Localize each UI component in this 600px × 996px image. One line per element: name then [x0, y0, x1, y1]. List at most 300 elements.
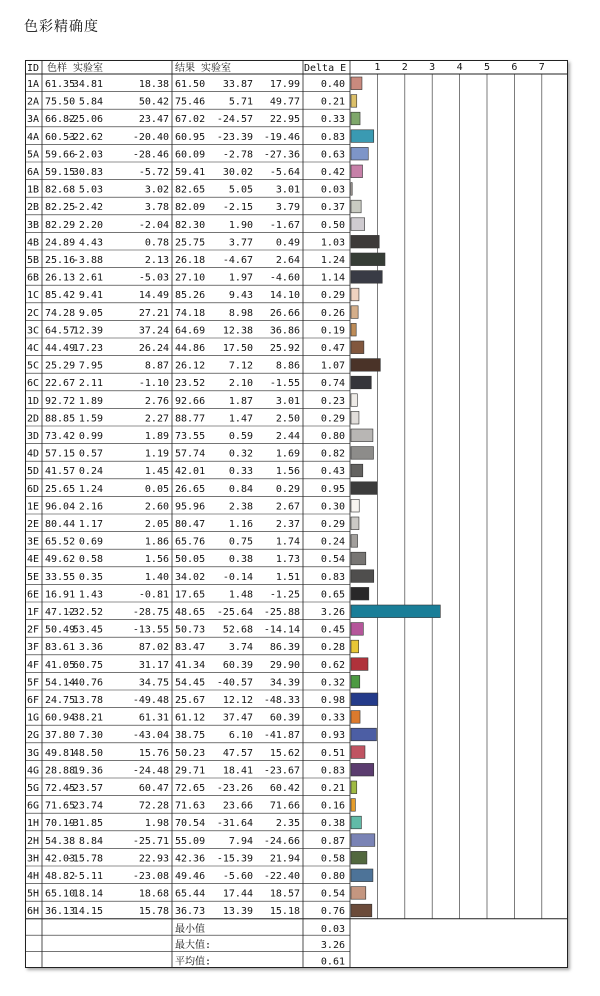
delta-value: 1.24	[320, 255, 345, 266]
result-l: 59.41	[175, 167, 206, 178]
result-l: 38.75	[175, 730, 206, 742]
result-b: -1.55	[269, 378, 300, 390]
row-id: 4F	[27, 659, 40, 671]
result-a: 12.12	[222, 695, 253, 706]
sample-l: 25.29	[45, 360, 76, 372]
result-a: 33.87	[222, 79, 253, 90]
sample-a: 9.41	[78, 290, 103, 302]
result-l: 95.96	[175, 501, 206, 513]
result-b: 36.86	[269, 325, 300, 337]
delta-e-bar	[351, 359, 380, 372]
result-a: -40.57	[216, 677, 253, 689]
result-a: 60.39	[222, 659, 253, 671]
result-a: 18.41	[222, 765, 253, 777]
row-id: 3E	[27, 536, 40, 548]
row-id: 2H	[27, 835, 40, 847]
delta-e-bar	[351, 552, 366, 565]
result-a: 0.59	[228, 431, 253, 442]
sample-a: 0.69	[78, 536, 103, 548]
header-sample: 色样 实验室	[47, 63, 104, 74]
sample-a: 1.59	[78, 413, 103, 425]
delta-value: 0.33	[320, 712, 345, 724]
sample-l: 42.03	[45, 853, 76, 865]
sample-b: 87.02	[138, 642, 169, 654]
sample-b: 2.60	[144, 501, 169, 513]
sample-a: 0.57	[78, 448, 103, 460]
delta-value: 0.62	[320, 659, 345, 671]
row-id: 5C	[27, 360, 40, 372]
result-l: 82.09	[175, 202, 206, 214]
sample-b: 1.86	[144, 536, 169, 548]
result-b: 8.86	[275, 360, 300, 372]
sample-b: 0.05	[144, 483, 169, 495]
sample-a: 19.36	[72, 765, 103, 777]
result-b: 0.49	[275, 237, 300, 249]
result-l: 71.63	[175, 800, 206, 812]
row-id: 1E	[27, 501, 40, 513]
sample-a: 23.74	[72, 800, 103, 812]
delta-e-bar	[351, 482, 377, 495]
delta-e-bar	[351, 693, 378, 706]
summary-value: 0.03	[320, 923, 345, 935]
delta-e-bar	[351, 271, 382, 284]
sample-l: 83.61	[45, 642, 76, 654]
sample-b: 2.76	[144, 395, 169, 407]
sample-b: 2.13	[144, 255, 169, 266]
delta-value: 0.80	[320, 871, 345, 882]
result-a: 7.12	[228, 360, 253, 372]
result-l: 49.46	[175, 871, 206, 882]
result-a: -31.64	[216, 818, 253, 830]
result-a: -2.15	[222, 202, 253, 214]
result-l: 80.47	[175, 519, 206, 530]
delta-value: 0.21	[320, 783, 345, 794]
x-tick-label: 6	[511, 62, 518, 73]
summary-label: 最大值:	[175, 940, 212, 952]
delta-value: 0.87	[320, 835, 345, 847]
sample-b: -0.81	[138, 589, 169, 601]
row-id: 5E	[27, 571, 40, 583]
result-l: 17.65	[175, 589, 206, 601]
sample-b: 1.45	[144, 466, 169, 478]
delta-e-bar	[351, 376, 371, 389]
delta-e-bar	[351, 288, 359, 301]
sample-b: 1.56	[144, 554, 169, 566]
result-l: 34.02	[175, 571, 206, 583]
row-id: 1C	[27, 290, 40, 302]
row-id: 6G	[27, 800, 40, 812]
result-b: -1.25	[269, 589, 300, 601]
sample-l: 59.15	[45, 167, 76, 178]
x-tick-label: 1	[374, 62, 381, 73]
result-l: 61.12	[175, 712, 206, 724]
result-b: -14.14	[263, 624, 300, 636]
result-l: 65.44	[175, 888, 206, 900]
row-id: 2F	[27, 624, 40, 636]
result-l: 42.01	[175, 466, 206, 478]
delta-e-bar	[351, 816, 361, 829]
result-a: 0.75	[228, 536, 253, 548]
sample-b: 23.47	[138, 114, 169, 126]
sample-a: 2.61	[78, 272, 103, 284]
delta-e-bar	[351, 130, 374, 143]
delta-e-bar	[351, 623, 363, 636]
sample-a: -3.88	[72, 255, 103, 266]
delta-e-bar	[351, 763, 374, 776]
result-a: -23.39	[216, 131, 253, 143]
result-l: 60.95	[175, 131, 206, 143]
delta-e-bar	[351, 253, 385, 266]
delta-e-bar	[351, 887, 366, 900]
result-l: 50.05	[175, 554, 206, 566]
delta-e-bar	[351, 587, 369, 600]
row-id: 3D	[27, 431, 40, 442]
sample-a: 60.75	[72, 659, 103, 671]
sample-l: 61.35	[45, 79, 76, 90]
result-l: 60.09	[175, 149, 206, 161]
result-a: 12.38	[222, 325, 253, 337]
sample-a: 38.21	[72, 712, 103, 724]
delta-value: 1.07	[320, 360, 345, 372]
result-l: 82.30	[175, 219, 206, 231]
result-b: 26.66	[269, 307, 300, 319]
delta-value: 0.29	[320, 519, 345, 530]
delta-value: 0.58	[320, 853, 345, 865]
result-b: 17.99	[269, 79, 300, 90]
row-id: 1B	[27, 184, 40, 196]
result-b: 2.35	[275, 818, 300, 830]
sample-l: 64.57	[45, 325, 76, 337]
sample-a: -5.11	[72, 871, 103, 882]
delta-value: 0.43	[320, 466, 345, 478]
delta-value: 0.19	[320, 325, 345, 337]
sample-b: 22.93	[138, 853, 169, 865]
row-id: 3A	[27, 114, 40, 126]
sample-b: -28.75	[132, 607, 169, 618]
sample-l: 47.12	[45, 607, 76, 618]
sample-b: 2.05	[144, 519, 169, 530]
sample-l: 37.80	[45, 730, 76, 742]
result-b: -5.64	[269, 167, 300, 178]
row-id: 6H	[27, 906, 40, 918]
delta-e-bar	[351, 95, 357, 108]
row-id: 3B	[27, 219, 40, 231]
sample-b: 31.17	[138, 659, 169, 671]
sample-b: 0.78	[144, 237, 169, 249]
result-b: -27.36	[263, 149, 300, 161]
delta-value: 0.45	[320, 624, 345, 636]
sample-l: 25.65	[45, 483, 76, 495]
delta-value: 0.80	[320, 431, 345, 442]
sample-a: 7.30	[78, 730, 103, 742]
row-id: 5D	[27, 466, 40, 478]
result-a: -24.57	[216, 114, 253, 126]
sample-b: -28.46	[132, 149, 169, 161]
result-l: 65.76	[175, 536, 206, 548]
row-id: 5G	[27, 783, 40, 794]
sample-b: 50.42	[138, 96, 169, 108]
delta-e-bar	[351, 200, 361, 213]
sample-b: 1.98	[144, 818, 169, 830]
sample-b: 18.68	[138, 888, 169, 900]
result-b: -23.67	[263, 765, 300, 777]
row-id: 3G	[27, 747, 40, 759]
x-tick-label: 7	[538, 62, 545, 73]
sample-b: -49.48	[132, 695, 169, 706]
sample-b: 26.24	[138, 343, 169, 354]
delta-e-bar	[351, 341, 364, 354]
delta-value: 0.50	[320, 219, 345, 231]
delta-e-bar	[351, 605, 440, 618]
row-id: 1H	[27, 818, 40, 830]
delta-e-bar	[351, 464, 363, 477]
result-b: 3.79	[275, 202, 300, 214]
sample-a: 0.35	[78, 571, 103, 583]
delta-e-bar	[351, 499, 359, 512]
result-b: 34.39	[269, 677, 300, 689]
sample-a: 0.58	[78, 554, 103, 566]
sample-b: 8.87	[144, 360, 169, 372]
sample-l: 41.57	[45, 466, 76, 478]
delta-e-bar	[351, 306, 358, 319]
sample-l: 96.04	[45, 501, 76, 513]
delta-e-bar	[351, 218, 365, 231]
delta-e-bar	[351, 323, 356, 336]
sample-b: -13.55	[132, 624, 169, 636]
sample-l: 25.16	[45, 255, 76, 266]
delta-value: 0.32	[320, 677, 345, 689]
sample-b: 1.19	[144, 448, 169, 460]
delta-e-bar	[351, 394, 357, 407]
summary-label: 平均值:	[175, 956, 212, 968]
result-a: 0.38	[228, 554, 253, 566]
delta-value: 1.03	[320, 237, 345, 249]
sample-b: 1.89	[144, 431, 169, 442]
result-a: 1.16	[228, 519, 253, 530]
row-id: 5A	[27, 149, 40, 161]
delta-value: 0.65	[320, 589, 345, 601]
row-id: 2G	[27, 730, 40, 742]
sample-l: 33.55	[45, 571, 76, 583]
delta-e-bar	[351, 711, 360, 724]
sample-b: 15.76	[138, 747, 169, 759]
result-a: 3.77	[228, 237, 253, 249]
delta-e-bar	[351, 904, 372, 917]
row-id: 4A	[27, 131, 40, 143]
delta-value: 0.54	[320, 554, 345, 566]
sample-b: 34.75	[138, 677, 169, 689]
sample-a: 5.84	[78, 96, 103, 108]
sample-l: 54.14	[45, 677, 76, 689]
result-l: 57.74	[175, 448, 206, 460]
result-b: 3.01	[275, 184, 300, 196]
result-b: -19.46	[263, 131, 300, 143]
sample-l: 80.44	[45, 519, 76, 530]
sample-l: 44.49	[45, 343, 76, 354]
sample-a: 4.43	[78, 237, 103, 249]
delta-value: 0.26	[320, 307, 345, 319]
delta-e-bar	[351, 640, 359, 653]
result-b: 29.90	[269, 659, 300, 671]
result-b: 2.64	[275, 255, 300, 266]
sample-l: 65.52	[45, 536, 76, 548]
sample-l: 70.19	[45, 818, 76, 830]
sample-l: 49.81	[45, 747, 76, 759]
sample-b: -20.40	[132, 131, 169, 143]
sample-l: 74.28	[45, 307, 76, 319]
sample-l: 82.25	[45, 202, 76, 214]
sample-a: 53.45	[72, 624, 103, 636]
row-id: 2B	[27, 202, 40, 214]
result-l: 70.54	[175, 818, 206, 830]
sample-b: 60.47	[138, 783, 169, 794]
sample-a: 12.39	[72, 325, 103, 337]
row-id: 1F	[27, 607, 40, 618]
result-a: 37.47	[222, 712, 253, 724]
result-b: 60.39	[269, 712, 300, 724]
x-tick-label: 2	[401, 62, 408, 73]
delta-e-bar	[351, 570, 374, 583]
sample-b: -1.10	[138, 378, 169, 390]
result-b: 15.62	[269, 747, 300, 759]
sample-b: 15.78	[138, 906, 169, 918]
sample-l: 59.66	[45, 149, 76, 161]
result-b: 1.73	[275, 554, 300, 566]
sample-l: 82.68	[45, 184, 76, 196]
sample-b: -23.08	[132, 871, 169, 882]
sample-b: 37.24	[138, 325, 169, 337]
sample-a: 0.24	[78, 466, 103, 478]
row-id: 2A	[27, 96, 40, 108]
row-id: 1A	[27, 79, 40, 90]
result-l: 64.69	[175, 325, 206, 337]
row-id: 6A	[27, 167, 40, 178]
row-id: 3C	[27, 325, 40, 337]
sample-l: 82.29	[45, 219, 76, 231]
sample-a: 1.17	[78, 519, 103, 530]
result-a: 9.43	[228, 290, 253, 302]
result-l: 27.10	[175, 272, 206, 284]
result-a: 7.94	[228, 835, 253, 847]
delta-value: 0.21	[320, 96, 345, 108]
row-id: 3H	[27, 853, 40, 865]
delta-value: 0.24	[320, 536, 345, 548]
delta-e-bar	[351, 411, 359, 424]
delta-value: 0.03	[320, 184, 345, 196]
header-id: ID	[27, 63, 40, 74]
sample-a: 9.05	[78, 307, 103, 319]
sample-l: 71.65	[45, 800, 76, 812]
result-a: -23.26	[216, 783, 253, 794]
result-l: 42.36	[175, 853, 206, 865]
delta-value: 0.23	[320, 395, 345, 407]
result-a: 5.71	[228, 96, 253, 108]
result-b: -22.40	[263, 871, 300, 882]
result-a: 23.66	[222, 800, 253, 812]
result-a: 1.97	[228, 272, 253, 284]
sample-b: -5.72	[138, 167, 169, 178]
delta-e-bar	[351, 851, 367, 864]
delta-e-bar	[351, 147, 368, 160]
result-l: 67.02	[175, 114, 206, 126]
result-l: 48.65	[175, 607, 206, 618]
result-b: 14.10	[269, 290, 300, 302]
sample-b: 3.02	[144, 184, 169, 196]
result-a: 17.50	[222, 343, 253, 354]
delta-value: 0.40	[320, 79, 345, 90]
result-l: 41.34	[175, 659, 206, 671]
result-a: 0.84	[228, 483, 253, 495]
result-l: 25.75	[175, 237, 206, 249]
sample-b: 1.40	[144, 571, 169, 583]
sample-a: 1.89	[78, 395, 103, 407]
delta-value: 0.76	[320, 906, 345, 918]
row-id: 1G	[27, 712, 40, 724]
sample-b: 61.31	[138, 712, 169, 724]
delta-value: 0.51	[320, 747, 345, 759]
result-l: 75.46	[175, 96, 206, 108]
summary-value: 0.61	[320, 956, 345, 968]
delta-value: 0.74	[320, 378, 345, 390]
result-a: -4.67	[222, 255, 253, 266]
sample-l: 24.75	[45, 695, 76, 706]
sample-a: -23.57	[66, 783, 103, 794]
row-id: 5H	[27, 888, 40, 900]
row-id: 2C	[27, 307, 40, 319]
sample-l: 65.10	[45, 888, 76, 900]
result-a: -2.78	[222, 149, 253, 161]
result-b: 2.67	[275, 501, 300, 513]
result-l: 55.09	[175, 835, 206, 847]
result-a: 0.32	[228, 448, 253, 460]
result-a: 3.74	[228, 642, 253, 654]
result-a: 1.47	[228, 413, 253, 425]
sample-b: -5.03	[138, 272, 169, 284]
sample-b: -2.04	[138, 219, 169, 231]
result-l: 61.50	[175, 79, 206, 90]
sample-a: 8.84	[78, 835, 103, 847]
result-a: 1.87	[228, 395, 253, 407]
sample-l: 22.67	[45, 378, 76, 390]
sample-l: 66.82	[45, 114, 76, 126]
delta-e-bar	[351, 746, 365, 759]
result-b: -4.60	[269, 272, 300, 284]
delta-value: 0.47	[320, 343, 345, 354]
sample-a: -22.62	[66, 131, 103, 143]
delta-value: 0.33	[320, 114, 345, 126]
sample-l: 60.94	[45, 712, 76, 724]
sample-b: 18.38	[138, 79, 169, 90]
result-l: 85.26	[175, 290, 206, 302]
result-b: 1.51	[275, 571, 300, 583]
result-b: 2.50	[275, 413, 300, 425]
result-b: 25.92	[269, 343, 300, 354]
result-a: 0.33	[228, 466, 253, 478]
delta-value: 0.93	[320, 730, 345, 742]
row-id: 3F	[27, 642, 40, 654]
delta-value: 1.14	[320, 272, 345, 284]
sample-a: -15.78	[66, 853, 103, 865]
sample-a: 17.23	[72, 343, 103, 354]
result-l: 72.65	[175, 783, 206, 794]
page-title: 色彩精确度	[24, 19, 99, 35]
result-l: 25.67	[175, 695, 206, 706]
result-a: 5.05	[228, 184, 253, 196]
row-id: 1D	[27, 395, 40, 407]
sample-a: 2.20	[78, 219, 103, 231]
result-l: 26.18	[175, 255, 206, 266]
delta-e-bar	[351, 869, 373, 882]
